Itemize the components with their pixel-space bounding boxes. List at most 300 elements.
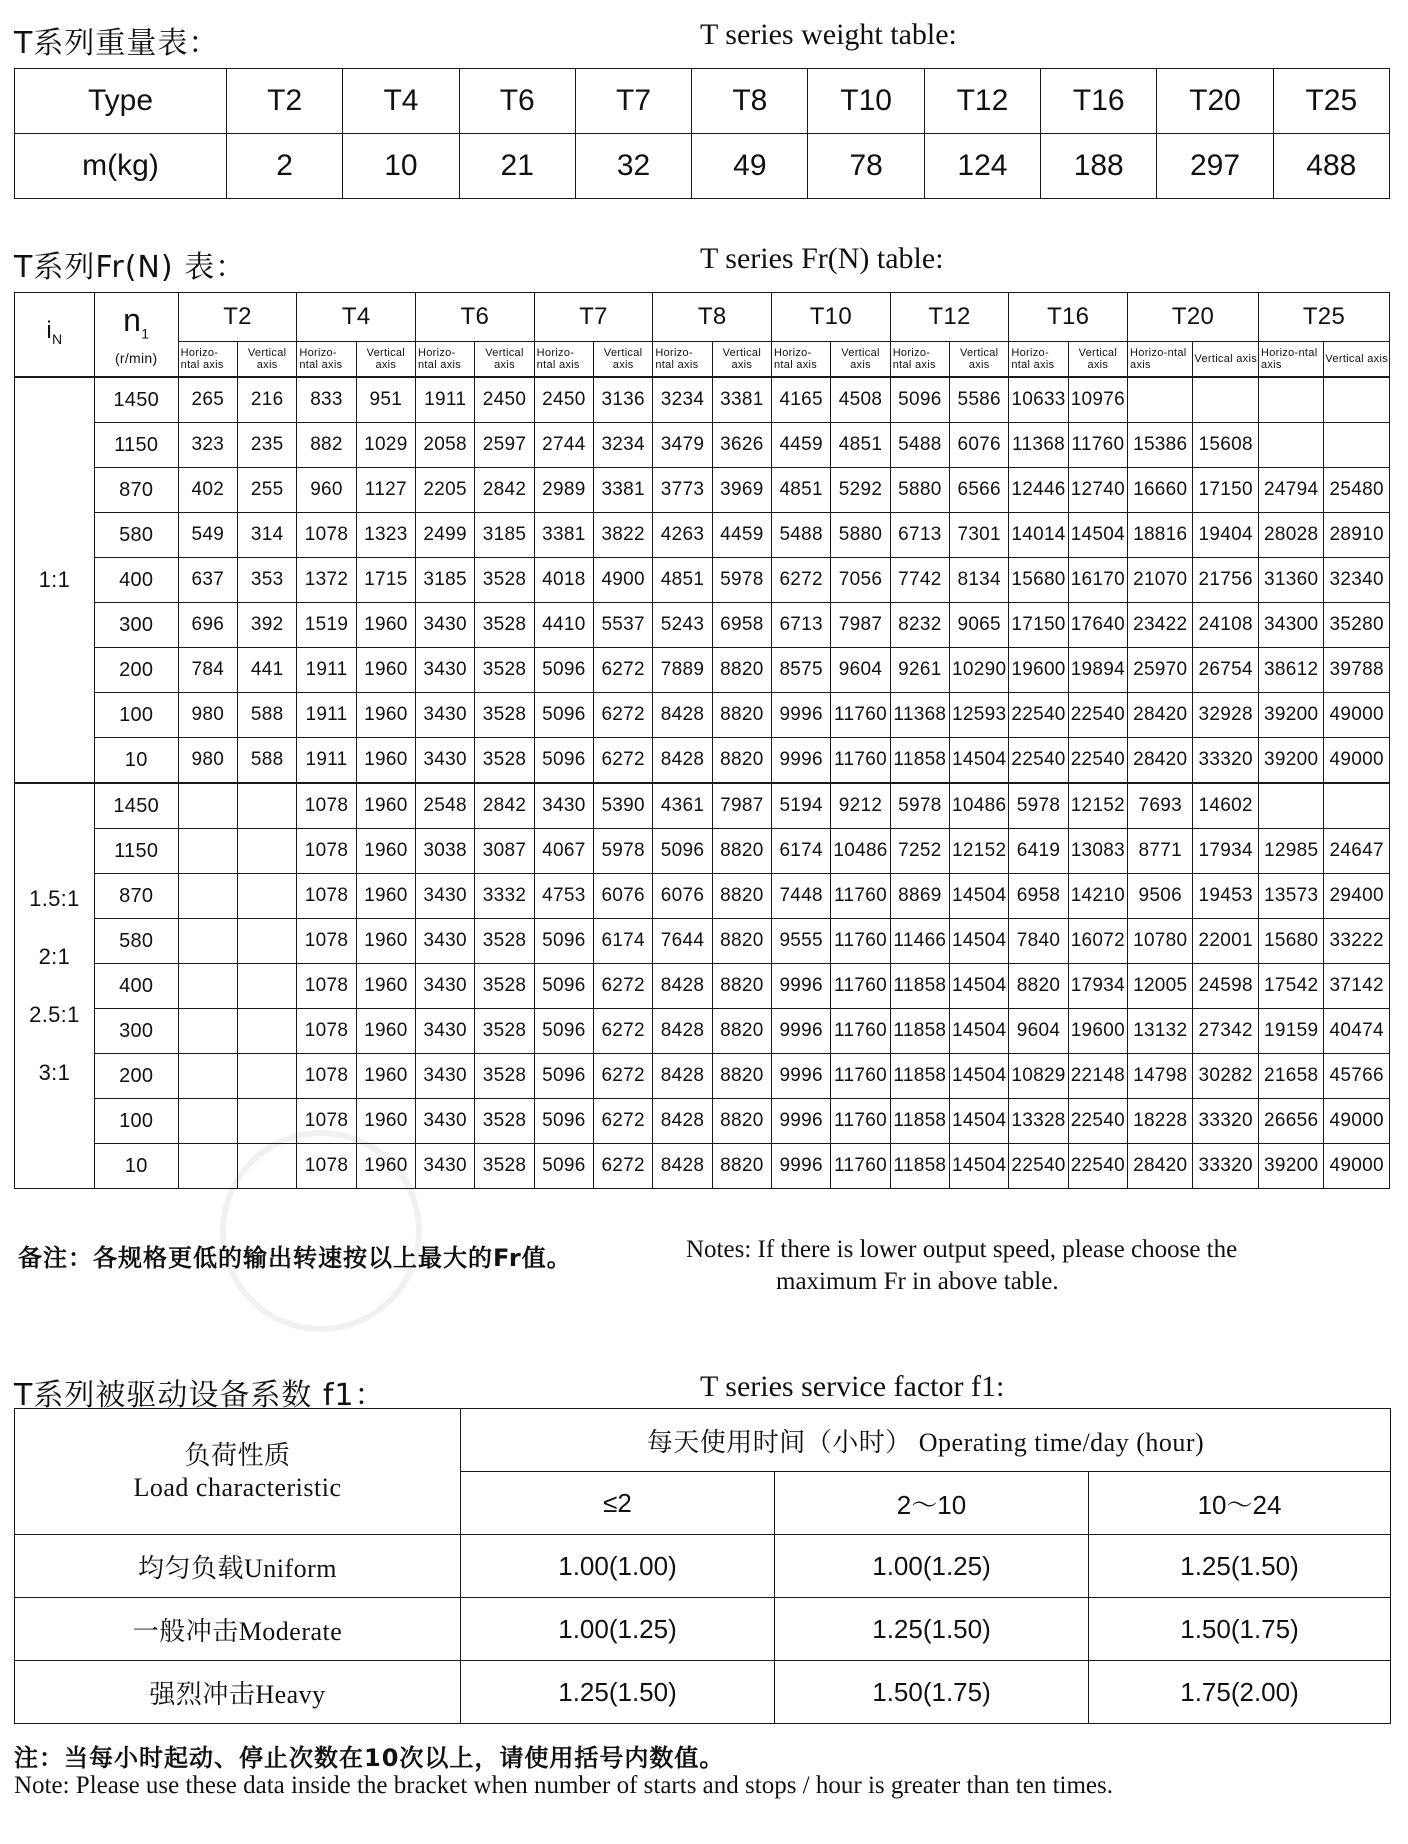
horizontal-axis-header: Horizo-ntal axis xyxy=(1258,342,1323,378)
fr-value-cell: 980 xyxy=(178,693,237,738)
n1-cell: 200 xyxy=(94,1054,178,1099)
sf-note-cn: 注：当每小时起动、停止次数在10次以上，请使用括号内数值。 xyxy=(14,1744,725,1772)
weight-table xyxy=(14,68,1390,199)
fr-value-cell: 6419 xyxy=(1009,829,1068,874)
fr-value-cell: 22540 xyxy=(1068,738,1127,784)
ratio-label: 3:1 xyxy=(38,1060,71,1085)
fr-value-cell: 3528 xyxy=(475,1054,534,1099)
type-cell: T20 xyxy=(1157,69,1273,134)
fr-value-cell: 32340 xyxy=(1324,558,1390,603)
fr-value-cell: 17150 xyxy=(1009,603,1068,648)
fr-value-cell: 11368 xyxy=(1009,423,1068,468)
type-cell: T4 xyxy=(343,69,459,134)
fr-value-cell: 402 xyxy=(178,468,237,513)
vertical-axis-header: Vertical axis xyxy=(1068,342,1127,378)
weight-title-cn: T系列重量表： xyxy=(14,26,220,61)
fr-type-T12: T12 xyxy=(890,293,1009,342)
fr-value-cell: 5096 xyxy=(653,829,712,874)
fr-value-cell: 3430 xyxy=(416,1054,475,1099)
fr-data-row xyxy=(15,423,1390,468)
fr-value-cell: 27342 xyxy=(1193,1009,1258,1054)
fr-type-T8: T8 xyxy=(653,293,772,342)
type-cell: T7 xyxy=(575,69,691,134)
sf-title-cn: T系列被驱动设备系数 f1： xyxy=(14,1378,386,1413)
mass-cell: 10 xyxy=(343,134,459,199)
mass-cell: 297 xyxy=(1157,134,1273,199)
fr-value-cell: 12740 xyxy=(1068,468,1127,513)
in-header xyxy=(15,293,95,378)
fr-value-cell: 10486 xyxy=(950,783,1009,829)
fr-value-cell: 9261 xyxy=(890,648,949,693)
service-factor-table xyxy=(14,1408,1391,1724)
n1-header xyxy=(94,293,178,378)
fr-value-cell: 3528 xyxy=(475,693,534,738)
ratio-label: 2.5:1 xyxy=(29,1002,80,1027)
fr-value-cell: 9996 xyxy=(772,964,831,1009)
fr-value-cell: 10976 xyxy=(1068,377,1127,423)
fr-value-cell: 4067 xyxy=(534,829,593,874)
fr-value-cell: 10486 xyxy=(831,829,890,874)
fr-value-cell: 1960 xyxy=(356,603,415,648)
mass-cell: 488 xyxy=(1273,134,1389,199)
fr-value-cell: 3626 xyxy=(712,423,771,468)
fr-value-cell: 3381 xyxy=(712,377,771,423)
fr-value-cell: 8771 xyxy=(1128,829,1193,874)
fr-value-cell: 3528 xyxy=(475,919,534,964)
horizontal-axis-header: Horizo-ntal axis xyxy=(534,342,593,378)
fr-value-cell: 1078 xyxy=(297,919,356,964)
fr-value-cell: 8820 xyxy=(712,919,771,964)
fr-type-T20: T20 xyxy=(1128,293,1259,342)
fr-type-T25: T25 xyxy=(1258,293,1389,342)
fr-value-cell: 5096 xyxy=(534,693,593,738)
fr-value-cell: 13328 xyxy=(1009,1099,1068,1144)
sf-cell: 1.00(1.25) xyxy=(775,1535,1089,1598)
fr-value-cell: 3430 xyxy=(534,783,593,829)
fr-value-cell: 39200 xyxy=(1258,693,1323,738)
fr-value-cell: 3479 xyxy=(653,423,712,468)
fr-value-cell: 6174 xyxy=(594,919,653,964)
fr-value-cell: 3528 xyxy=(475,603,534,648)
fr-value-cell: 637 xyxy=(178,558,237,603)
fr-value-cell: 549 xyxy=(178,513,237,558)
fr-value-cell: 4508 xyxy=(831,377,890,423)
ratio-label: 2:1 xyxy=(38,944,71,969)
fr-value-cell: 1078 xyxy=(297,1099,356,1144)
fr-value-cell: 8575 xyxy=(772,648,831,693)
fr-value-cell: 33320 xyxy=(1193,738,1258,784)
fr-value-cell: 9212 xyxy=(831,783,890,829)
horizontal-axis-header: Horizo-ntal axis xyxy=(1009,342,1068,378)
fr-value-cell: 6272 xyxy=(594,1099,653,1144)
fr-value-cell: 7644 xyxy=(653,919,712,964)
fr-value-cell: 3528 xyxy=(475,1144,534,1189)
fr-value-cell: 19894 xyxy=(1068,648,1127,693)
in-label: i xyxy=(46,316,52,344)
fr-data-row xyxy=(15,1144,1390,1189)
fr-value-cell xyxy=(237,1144,296,1189)
fr-value-cell: 14504 xyxy=(950,1054,1009,1099)
fr-value-cell: 7987 xyxy=(831,603,890,648)
fr-note-en-line2: maximum Fr in above table. xyxy=(776,1268,1059,1295)
fr-value-cell: 1078 xyxy=(297,874,356,919)
fr-value-cell: 10829 xyxy=(1009,1054,1068,1099)
fr-value-cell: 11858 xyxy=(890,1144,949,1189)
fr-value-cell: 6272 xyxy=(594,693,653,738)
fr-value-cell xyxy=(178,1054,237,1099)
fr-value-cell: 5096 xyxy=(534,648,593,693)
fr-value-cell: 2450 xyxy=(475,377,534,423)
fr-value-cell: 12593 xyxy=(950,693,1009,738)
fr-value-cell: 25970 xyxy=(1128,648,1193,693)
fr-value-cell: 11760 xyxy=(831,1144,890,1189)
fr-value-cell xyxy=(237,783,296,829)
fr-value-cell: 2744 xyxy=(534,423,593,468)
fr-value-cell: 1960 xyxy=(356,693,415,738)
fr-value-cell: 5243 xyxy=(653,603,712,648)
fr-value-cell: 6174 xyxy=(772,829,831,874)
fr-axis-header-row xyxy=(15,342,1390,378)
fr-value-cell: 24647 xyxy=(1324,829,1390,874)
fr-value-cell: 8820 xyxy=(712,1099,771,1144)
fr-table xyxy=(14,292,1390,1189)
sf-title-en: T series service factor f1: xyxy=(700,1370,1005,1403)
fr-value-cell: 14504 xyxy=(950,1099,1009,1144)
fr-value-cell: 4018 xyxy=(534,558,593,603)
fr-value-cell: 8820 xyxy=(712,1144,771,1189)
fr-value-cell: 255 xyxy=(237,468,296,513)
fr-value-cell: 22540 xyxy=(1009,1144,1068,1189)
fr-value-cell: 951 xyxy=(356,377,415,423)
fr-value-cell: 1715 xyxy=(356,558,415,603)
fr-value-cell xyxy=(178,783,237,829)
fr-value-cell xyxy=(178,919,237,964)
fr-value-cell: 6958 xyxy=(1009,874,1068,919)
vertical-axis-header: Vertical axis xyxy=(1324,342,1390,378)
fr-value-cell: 6713 xyxy=(890,513,949,558)
load-characteristic-header xyxy=(15,1409,461,1535)
fr-value-cell: 12152 xyxy=(1068,783,1127,829)
fr-value-cell: 235 xyxy=(237,423,296,468)
fr-value-cell: 4459 xyxy=(772,423,831,468)
fr-value-cell: 5978 xyxy=(594,829,653,874)
fr-value-cell: 833 xyxy=(297,377,356,423)
n1-cell: 580 xyxy=(94,919,178,964)
fr-value-cell: 6272 xyxy=(594,964,653,1009)
fr-value-cell: 49000 xyxy=(1324,693,1390,738)
fr-value-cell: 588 xyxy=(237,738,296,784)
fr-value-cell: 16072 xyxy=(1068,919,1127,964)
fr-value-cell xyxy=(237,964,296,1009)
fr-value-cell: 5096 xyxy=(534,919,593,964)
sf-row-moderate xyxy=(15,1598,1391,1661)
fr-value-cell: 784 xyxy=(178,648,237,693)
fr-value-cell: 49000 xyxy=(1324,1144,1390,1189)
fr-data-row xyxy=(15,783,1390,829)
fr-value-cell: 3430 xyxy=(416,1009,475,1054)
fr-value-cell: 24794 xyxy=(1258,468,1323,513)
fr-value-cell: 1960 xyxy=(356,874,415,919)
fr-value-cell: 960 xyxy=(297,468,356,513)
vertical-axis-header: Vertical axis xyxy=(831,342,890,378)
fr-value-cell: 8820 xyxy=(712,874,771,919)
fr-value-cell: 3332 xyxy=(475,874,534,919)
sf-cell: 1.75(2.00) xyxy=(1089,1661,1391,1724)
sf-col-header: 10～24 xyxy=(1089,1472,1391,1535)
fr-value-cell: 3528 xyxy=(475,964,534,1009)
fr-data-row xyxy=(15,513,1390,558)
fr-value-cell: 5096 xyxy=(890,377,949,423)
fr-value-cell: 5537 xyxy=(594,603,653,648)
sf-cell: 1.00(1.25) xyxy=(461,1598,775,1661)
fr-value-cell: 3234 xyxy=(594,423,653,468)
fr-value-cell: 14504 xyxy=(950,964,1009,1009)
fr-value-cell xyxy=(1324,423,1390,468)
fr-value-cell: 11760 xyxy=(831,874,890,919)
fr-value-cell: 7252 xyxy=(890,829,949,874)
fr-value-cell: 6272 xyxy=(594,1054,653,1099)
mass-cell: 78 xyxy=(808,134,924,199)
weight-mass-row xyxy=(15,134,1390,199)
horizontal-axis-header: Horizo-ntal axis xyxy=(416,342,475,378)
fr-value-cell: 3969 xyxy=(712,468,771,513)
fr-data-row xyxy=(15,738,1390,784)
fr-value-cell xyxy=(237,1099,296,1144)
fr-value-cell: 17542 xyxy=(1258,964,1323,1009)
fr-value-cell: 4459 xyxy=(712,513,771,558)
fr-value-cell xyxy=(178,1009,237,1054)
fr-value-cell: 3528 xyxy=(475,558,534,603)
mass-cell: 32 xyxy=(575,134,691,199)
sf-cell: 1.25(1.50) xyxy=(461,1661,775,1724)
fr-value-cell: 13573 xyxy=(1258,874,1323,919)
fr-value-cell: 11368 xyxy=(890,693,949,738)
fr-value-cell: 19453 xyxy=(1193,874,1258,919)
fr-value-cell: 10780 xyxy=(1128,919,1193,964)
fr-value-cell: 7448 xyxy=(772,874,831,919)
fr-value-cell: 2842 xyxy=(475,468,534,513)
n1-unit: (r/min) xyxy=(114,350,158,367)
n1-cell: 10 xyxy=(94,738,178,784)
fr-value-cell: 16170 xyxy=(1068,558,1127,603)
fr-value-cell xyxy=(237,919,296,964)
fr-value-cell: 5978 xyxy=(1009,783,1068,829)
fr-value-cell: 33222 xyxy=(1324,919,1390,964)
fr-value-cell: 33320 xyxy=(1193,1144,1258,1189)
fr-value-cell: 10290 xyxy=(950,648,1009,693)
fr-value-cell: 1323 xyxy=(356,513,415,558)
fr-value-cell: 35280 xyxy=(1324,603,1390,648)
fr-value-cell xyxy=(178,829,237,874)
fr-type-T7: T7 xyxy=(534,293,653,342)
n1-label: n xyxy=(123,301,142,338)
n1-cell: 1450 xyxy=(94,377,178,423)
fr-value-cell: 6272 xyxy=(594,1144,653,1189)
vertical-axis-header: Vertical axis xyxy=(950,342,1009,378)
fr-value-cell: 6076 xyxy=(950,423,1009,468)
fr-value-cell: 39200 xyxy=(1258,1144,1323,1189)
horizontal-axis-header: Horizo-ntal axis xyxy=(890,342,949,378)
fr-value-cell: 9996 xyxy=(772,693,831,738)
fr-value-cell: 1127 xyxy=(356,468,415,513)
fr-type-header-row xyxy=(15,293,1390,342)
fr-value-cell: 3430 xyxy=(416,693,475,738)
fr-value-cell: 6272 xyxy=(772,558,831,603)
fr-value-cell: 11760 xyxy=(831,693,890,738)
fr-value-cell: 26754 xyxy=(1193,648,1258,693)
fr-value-cell: 392 xyxy=(237,603,296,648)
fr-value-cell: 8820 xyxy=(712,1009,771,1054)
fr-data-row xyxy=(15,1009,1390,1054)
fr-value-cell: 3185 xyxy=(475,513,534,558)
ratio-label: 1.5:1 xyxy=(29,886,80,911)
fr-value-cell: 28910 xyxy=(1324,513,1390,558)
fr-value-cell: 8428 xyxy=(653,1009,712,1054)
vertical-axis-header: Vertical axis xyxy=(237,342,296,378)
fr-value-cell: 8820 xyxy=(1009,964,1068,1009)
fr-value-cell: 22540 xyxy=(1068,693,1127,738)
fr-value-cell: 3528 xyxy=(475,738,534,784)
fr-value-cell: 1078 xyxy=(297,1009,356,1054)
fr-value-cell: 19159 xyxy=(1258,1009,1323,1054)
fr-value-cell: 9996 xyxy=(772,738,831,784)
type-cell: T12 xyxy=(924,69,1040,134)
fr-value-cell: 4900 xyxy=(594,558,653,603)
fr-value-cell: 3430 xyxy=(416,874,475,919)
fr-value-cell: 11760 xyxy=(831,1054,890,1099)
fr-value-cell: 9065 xyxy=(950,603,1009,648)
fr-value-cell: 11858 xyxy=(890,738,949,784)
fr-value-cell: 4851 xyxy=(831,423,890,468)
fr-data-row xyxy=(15,874,1390,919)
sf-row-label: 均匀负载Uniform xyxy=(15,1535,461,1598)
fr-value-cell: 26656 xyxy=(1258,1099,1323,1144)
sf-cell: 1.25(1.50) xyxy=(775,1598,1089,1661)
fr-value-cell xyxy=(1258,377,1323,423)
fr-data-row xyxy=(15,1054,1390,1099)
fr-value-cell: 9506 xyxy=(1128,874,1193,919)
fr-value-cell: 14602 xyxy=(1193,783,1258,829)
fr-data-row xyxy=(15,558,1390,603)
fr-value-cell: 28028 xyxy=(1258,513,1323,558)
fr-value-cell: 3381 xyxy=(534,513,593,558)
fr-value-cell: 5096 xyxy=(534,738,593,784)
n1-cell: 100 xyxy=(94,1099,178,1144)
fr-value-cell: 1960 xyxy=(356,1099,415,1144)
fr-value-cell: 3430 xyxy=(416,919,475,964)
fr-value-cell: 9996 xyxy=(772,1009,831,1054)
fr-value-cell: 11760 xyxy=(831,1009,890,1054)
fr-value-cell: 6566 xyxy=(950,468,1009,513)
n1-cell: 1450 xyxy=(94,783,178,829)
fr-value-cell: 16660 xyxy=(1128,468,1193,513)
sf-col-header: 2～10 xyxy=(775,1472,1089,1535)
fr-value-cell: 5390 xyxy=(594,783,653,829)
fr-value-cell: 15680 xyxy=(1258,919,1323,964)
fr-value-cell: 17934 xyxy=(1193,829,1258,874)
fr-type-T16: T16 xyxy=(1009,293,1128,342)
fr-value-cell: 4165 xyxy=(772,377,831,423)
sf-cell: 1.25(1.50) xyxy=(1089,1535,1391,1598)
fr-value-cell: 34300 xyxy=(1258,603,1323,648)
fr-value-cell: 39788 xyxy=(1324,648,1390,693)
mass-cell: 2 xyxy=(227,134,343,199)
fr-value-cell: 8428 xyxy=(653,738,712,784)
sf-row-heavy xyxy=(15,1661,1391,1724)
fr-value-cell xyxy=(237,1054,296,1099)
sf-cell: 1.00(1.00) xyxy=(461,1535,775,1598)
fr-value-cell: 8869 xyxy=(890,874,949,919)
fr-value-cell: 7301 xyxy=(950,513,1009,558)
fr-value-cell: 15608 xyxy=(1193,423,1258,468)
fr-value-cell: 696 xyxy=(178,603,237,648)
fr-value-cell: 3430 xyxy=(416,738,475,784)
fr-value-cell: 216 xyxy=(237,377,296,423)
fr-data-row xyxy=(15,829,1390,874)
fr-value-cell: 12985 xyxy=(1258,829,1323,874)
fr-value-cell: 28420 xyxy=(1128,693,1193,738)
fr-data-row xyxy=(15,693,1390,738)
mass-cell: 21 xyxy=(459,134,575,199)
fr-value-cell: 1029 xyxy=(356,423,415,468)
fr-value-cell: 3038 xyxy=(416,829,475,874)
fr-note-cn: 备注：各规格更低的输出转速按以上最大的Fr值。 xyxy=(18,1244,572,1272)
fr-value-cell: 23422 xyxy=(1128,603,1193,648)
fr-value-cell: 6272 xyxy=(594,1009,653,1054)
fr-value-cell: 1078 xyxy=(297,1054,356,1099)
fr-value-cell: 3528 xyxy=(475,1099,534,1144)
fr-value-cell: 14014 xyxy=(1009,513,1068,558)
vertical-axis-header: Vertical axis xyxy=(475,342,534,378)
sf-header-row xyxy=(15,1409,1391,1472)
fr-value-cell: 1960 xyxy=(356,1144,415,1189)
fr-value-cell: 22540 xyxy=(1009,738,1068,784)
fr-data-row xyxy=(15,603,1390,648)
fr-value-cell: 1519 xyxy=(297,603,356,648)
horizontal-axis-header: Horizo-ntal axis xyxy=(297,342,356,378)
fr-value-cell: 2205 xyxy=(416,468,475,513)
fr-value-cell: 19600 xyxy=(1068,1009,1127,1054)
fr-value-cell: 5096 xyxy=(534,1099,593,1144)
fr-value-cell: 7742 xyxy=(890,558,949,603)
fr-value-cell: 2058 xyxy=(416,423,475,468)
fr-value-cell: 882 xyxy=(297,423,356,468)
fr-value-cell: 1960 xyxy=(356,829,415,874)
fr-value-cell xyxy=(237,874,296,919)
fr-data-row xyxy=(15,964,1390,1009)
fr-value-cell: 5096 xyxy=(534,964,593,1009)
fr-value-cell: 1911 xyxy=(416,377,475,423)
sf-col-header: ≤2 xyxy=(461,1472,775,1535)
fr-value-cell: 11760 xyxy=(831,1099,890,1144)
fr-value-cell: 4851 xyxy=(653,558,712,603)
fr-value-cell: 5880 xyxy=(831,513,890,558)
fr-value-cell: 17640 xyxy=(1068,603,1127,648)
fr-value-cell: 8820 xyxy=(712,1054,771,1099)
fr-value-cell: 49000 xyxy=(1324,738,1390,784)
fr-value-cell: 40474 xyxy=(1324,1009,1390,1054)
fr-value-cell: 9996 xyxy=(772,1054,831,1099)
n1-cell: 1150 xyxy=(94,423,178,468)
fr-value-cell: 22001 xyxy=(1193,919,1258,964)
ratio-labels-group2 xyxy=(15,783,95,1189)
fr-value-cell: 21658 xyxy=(1258,1054,1323,1099)
fr-value-cell: 14504 xyxy=(950,738,1009,784)
fr-value-cell: 980 xyxy=(178,738,237,784)
fr-value-cell: 9996 xyxy=(772,1144,831,1189)
fr-value-cell: 1960 xyxy=(356,783,415,829)
fr-type-T6: T6 xyxy=(416,293,535,342)
